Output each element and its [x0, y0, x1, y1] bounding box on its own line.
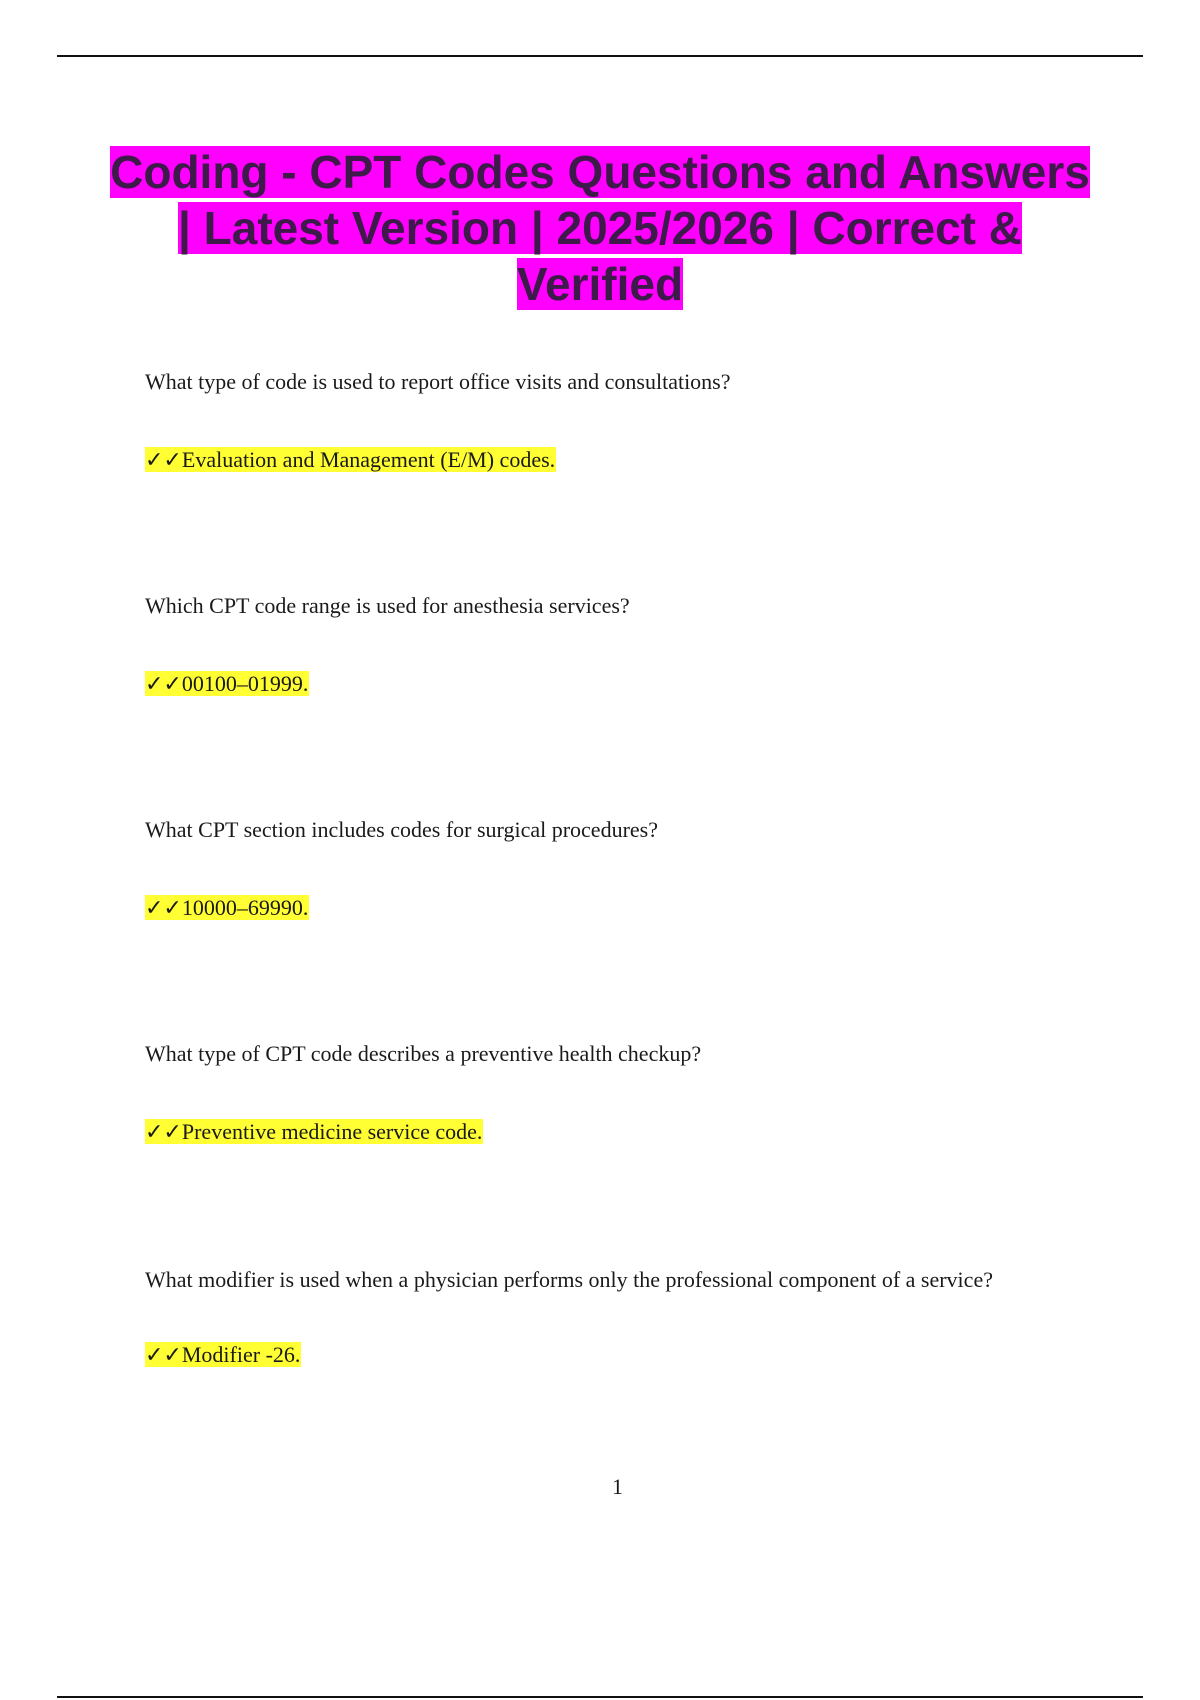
- check-icon: ✓✓: [145, 1343, 182, 1368]
- question-2: Which CPT code range is used for anesthesia services?: [145, 593, 630, 618]
- answer-1: [145, 446, 556, 475]
- check-icon: ✓✓: [145, 672, 182, 697]
- answer-1-highlight: [145, 447, 556, 472]
- answer-5: [145, 1341, 301, 1370]
- answer-3-highlight: [145, 895, 309, 920]
- answer-1-text: Evaluation and Management (E/M) codes.: [181, 447, 556, 472]
- document-title-text: Coding - CPT Codes Questions and Answers | Latest Version | 2025/2026 | Correct & Verified: [110, 146, 1090, 310]
- answer-5-text: Modifier -26.: [181, 1342, 301, 1367]
- page-number: 1: [612, 1474, 623, 1499]
- question-1: What type of code is used to report office visits and consultations?: [145, 369, 731, 394]
- answer-4-highlight: [145, 1119, 483, 1144]
- answer-4-text: Preventive medicine service code.: [181, 1119, 483, 1144]
- answer-3-text: 10000–69990.: [181, 895, 309, 920]
- answer-3: [145, 894, 309, 923]
- check-icon: ✓✓: [145, 448, 182, 473]
- question-4: What type of CPT code describes a preventive health checkup?: [145, 1041, 702, 1066]
- check-icon: ✓✓: [145, 896, 182, 921]
- top-rule: [57, 55, 1143, 57]
- question-3: What CPT section includes codes for surgical procedures?: [145, 817, 658, 842]
- answer-2-highlight: [145, 671, 309, 696]
- answer-4: [145, 1118, 483, 1147]
- answer-2: [145, 670, 309, 699]
- check-icon: ✓✓: [145, 1120, 182, 1145]
- answer-2-text: 00100–01999.: [181, 671, 309, 696]
- document-title: [100, 144, 1100, 312]
- answer-5-highlight: [145, 1342, 301, 1367]
- question-5: What modifier is used when a physician performs only the professional component of a service?: [145, 1267, 993, 1292]
- bottom-rule: [57, 1696, 1143, 1698]
